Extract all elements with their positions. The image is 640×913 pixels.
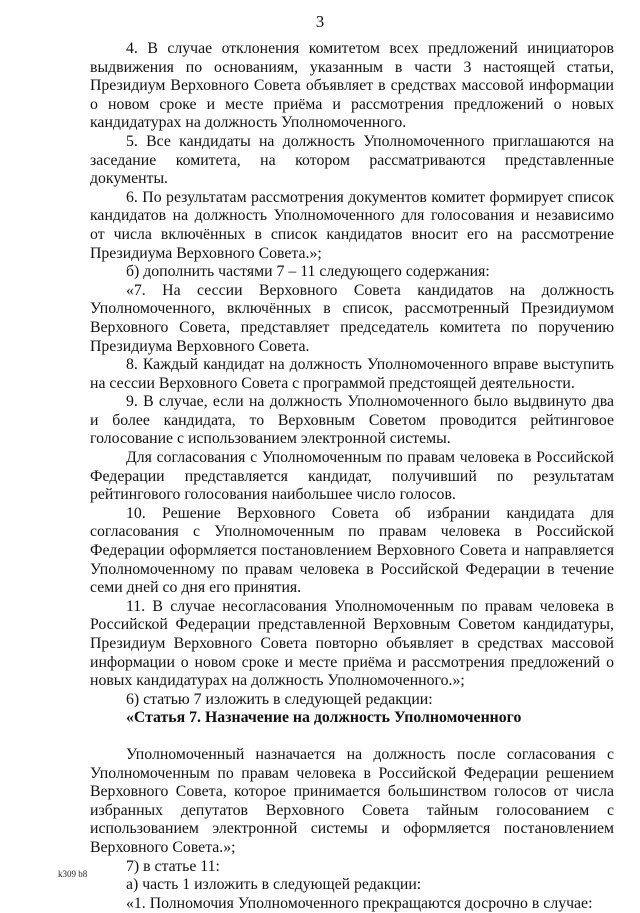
paragraph-part-9: 9. В случае, если на должность Уполномоченного было выдвинуто два и более кандидата, то Верховным Советом проводится рейтинговое голосование с использованием электронной системы.: [90, 393, 614, 448]
paragraph-part-11: 11. В случае несогласования Уполномоченным по правам человека в Российской Федерации представленной Верховным Советом кандидатуры, Президиум Верховного Совета повторно объявляет в средствах массовой информации о новом сроке и месте приёма и рассмотрения предложений о новых кандидатурах на должность Уполномоченного.»;: [90, 597, 614, 690]
paragraph-article-11-part-1: «1. Полномочия Уполномоченного прекращаются досрочно в случае:: [126, 894, 593, 912]
article-7-heading: «Статья 7. Назначение на должность Уполномоченного: [126, 709, 522, 727]
paragraph-part-8: 8. Каждый кандидат на должность Уполномоченного вправе выступить на сессии Верховного Совета с программой предстоящей деятельности.: [90, 356, 614, 392]
paragraph-part-10: 10. Решение Верховного Совета об избрании кандидата для согласования с Уполномоченным по правам человека в Российской Федерации оформляется постановлением Верховного Совета и направляется Уполномоченному по правам человека в Российской Федерации в течение семи дней со дня его принятия.: [90, 504, 614, 597]
paragraph-part-9-continued: Для согласования с Уполномоченным по правам человека в Российской Федерации представляется кандидат, получивший по результатам рейтингового голосования наибольшее число голосов.: [90, 449, 614, 504]
paragraph-amendment-b: б) дополнить частями 7 – 11 следующего содержания:: [126, 263, 490, 281]
page-number: 3: [315, 12, 325, 31]
paragraph-amendment-7: 7) в статье 11:: [126, 857, 220, 875]
paragraph-part-7: «7. На сессии Верховного Совета кандидатов на должность Уполномоченного, включённых в список, рассмотренный Президиумом Верховного Совета, представляет председатель комитета по поручению Президиума Верховного Совета.: [90, 281, 614, 355]
paragraph-part-5: 5. Все кандидаты на должность Уполномоченного приглашаются на заседание комитета, на котором рассматриваются представленные документы.: [90, 132, 614, 188]
paragraph-part-6: 6. По результатам рассмотрения документов комитет формирует список кандидатов на должность Уполномоченного для голосования и независимо от числа включённых в список кандидатов вносит его на рассмотрение Президиума Верховного Совета.»;: [90, 188, 614, 262]
paragraph-amendment-6: 6) статью 7 изложить в следующей редакции:: [126, 690, 433, 708]
paragraph-amendment-a: а) часть 1 изложить в следующей редакции:: [126, 876, 422, 894]
article-7-body: Уполномоченный назначается на должность после согласования с Уполномоченным по правам человека в Российской Федерации решением Верховного Совета, которое принимается большинством голосов от числа избранных депутатов Верховного Совета тайным голосованием с использованием электронной системы и оформляется постановлением Верховного Совета.»;: [90, 745, 614, 856]
paragraph-part-4: 4. В случае отклонения комитетом всех предложений инициаторов выдвижения по основаниям, указанным в части 3 настоящей статьи, Президиум Верховного Совета объявляет в средствах массовой информации о новом сроке и месте приёма и рассмотрения предложений о новых кандидатурах на должность Уполномоченного.: [90, 40, 614, 132]
document-body: [90, 40, 614, 913]
footer-document-code: k309 b8: [58, 869, 88, 879]
